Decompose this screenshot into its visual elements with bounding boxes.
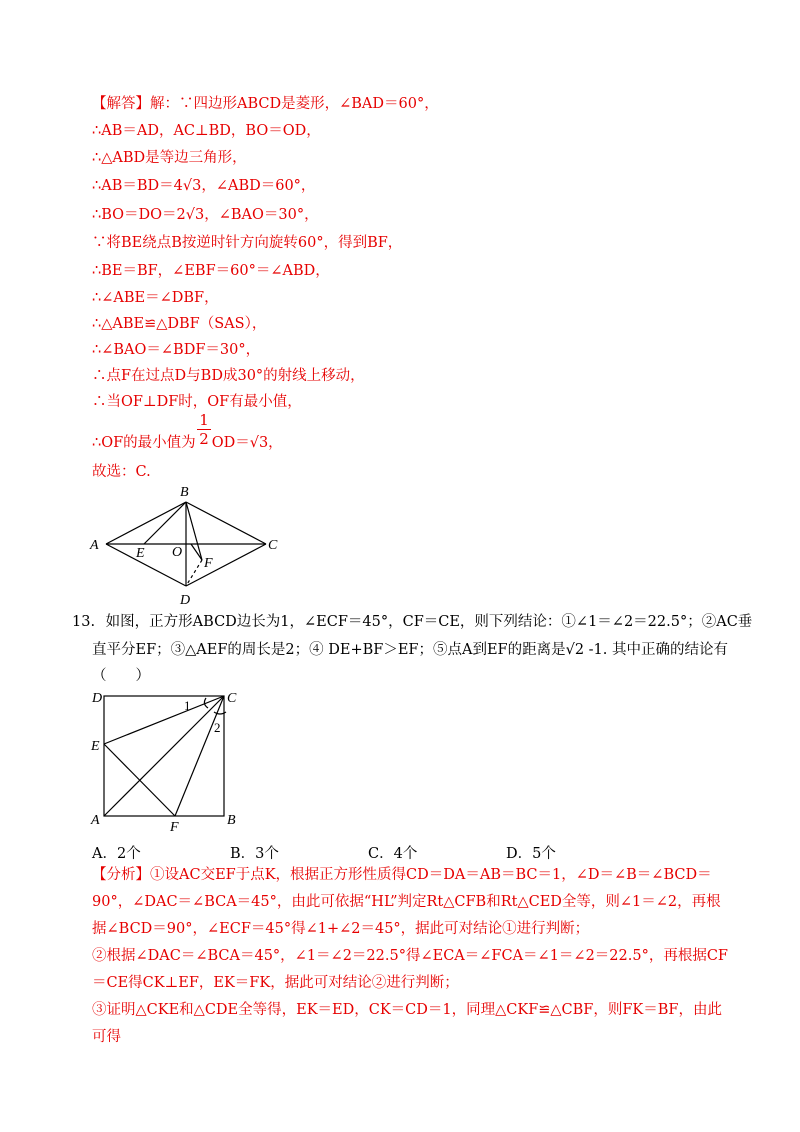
question-13-line-2: 直平分EF；③△AEF的周长是2；④ DE+BF＞EF；⑤点A到EF的距离是√2 -1. 其中正确的结论有 xyxy=(92,642,729,658)
solution-line-2: ∴AB＝AD，AC⊥BD，BO＝OD， xyxy=(92,123,321,139)
option-a[interactable]: A．2个 xyxy=(92,846,141,862)
solution-line-3: ∴△ABD是等边三角形， xyxy=(92,150,247,166)
answer-line: 故选：C. xyxy=(92,464,151,480)
angle-label-1: 1 xyxy=(184,698,191,713)
analysis-paragraph-1: 【分析】①设AC交EF于点K，根据正方形性质得CD＝DA＝AB＝BC＝1，∠D＝∠B＝∠BCD＝90°，∠DAC＝∠BCA＝45°，由此可依据“HL”判定Rt△CFB和Rt△CED全等，则∠1＝∠2，再根据∠BCD＝90°，∠ECF＝45°得∠1+∠2＝45°，据此可对结论①进行判断； xyxy=(92,867,721,937)
label-B: B xyxy=(180,485,189,500)
fraction-one-half xyxy=(197,412,211,447)
question-number: 13. xyxy=(72,614,96,630)
label-E: E xyxy=(91,739,100,754)
label-E: E xyxy=(136,546,145,561)
solution-line-7: ∴BE＝BF，∠EBF＝60°＝∠ABD， xyxy=(92,263,330,279)
label-O: O xyxy=(172,545,183,560)
label-F: F xyxy=(204,556,213,571)
label-D: D xyxy=(92,691,103,706)
label-A: A xyxy=(90,538,99,553)
solution-line-10: ∴∠BAO＝∠BDF＝30°， xyxy=(92,342,261,358)
square-figure xyxy=(80,684,250,834)
min-value-line xyxy=(92,433,283,453)
solution-line-12: ∴当OF⊥DF时，OF有最小值， xyxy=(92,394,302,410)
fraction-numerator: 1 xyxy=(199,411,209,429)
label-C: C xyxy=(227,691,237,706)
solution-line-4: ∴AB＝BD＝4√3，∠ABD＝60°， xyxy=(92,178,316,194)
angle-label-2: 2 xyxy=(214,720,221,735)
analysis-paragraph-2: ②根据∠DAC＝∠BCA＝45°，∠1＝∠2＝22.5°得∠ECA＝∠FCA＝∠1＝∠2＝22.5°，再根据CF＝CE得CK⊥EF，EK＝FK，据此可对结论②进行判断； xyxy=(92,948,728,991)
solution-line-8: ∴∠ABE＝∠DBF， xyxy=(92,290,219,306)
analysis-paragraph-3: ③证明△CKE和△CDE全等得，EK＝ED，CK＝CD＝1，同理△CKF≌△CBF，则FK＝BF，由此可得 xyxy=(92,1002,722,1045)
question-13-line-1 xyxy=(72,612,752,632)
solution-line-6: ∵将BE绕点B按逆时针方向旋转60°，得到BF， xyxy=(92,235,403,251)
label-A: A xyxy=(91,813,100,828)
solution-line-5: ∴BO＝DO＝2√3，∠BAO＝30°， xyxy=(92,207,319,223)
solution-line-9: ∴△ABE≌△DBF（SAS）， xyxy=(92,316,267,332)
label-F: F xyxy=(170,820,179,834)
rhombus-figure xyxy=(80,482,300,612)
label-B: B xyxy=(227,813,236,828)
min-line-prefix: ∴OF的最小值为 xyxy=(92,435,196,451)
question-13-line-3: （ ） xyxy=(92,668,150,684)
option-d[interactable]: D．5个 xyxy=(506,846,556,862)
label-D: D xyxy=(180,593,191,608)
fraction-denominator: 2 xyxy=(199,430,209,448)
question-text-1: 如图，正方形ABCD边长为1，∠ECF＝45°，CF＝CE，则下列结论：①∠1＝∠2＝22.5°；②AC垂 xyxy=(105,614,753,630)
solution-line-11: ∴点F在过点D与BD成30°的射线上移动， xyxy=(92,368,365,384)
option-c[interactable]: C．4个 xyxy=(368,846,418,862)
option-b[interactable]: B．3个 xyxy=(230,846,279,862)
solution-line-1: 【解答】解：∵四边形ABCD是菱形，∠BAD＝60°， xyxy=(92,96,439,112)
label-C: C xyxy=(268,538,278,553)
min-line-suffix: OD＝√3， xyxy=(211,435,283,451)
